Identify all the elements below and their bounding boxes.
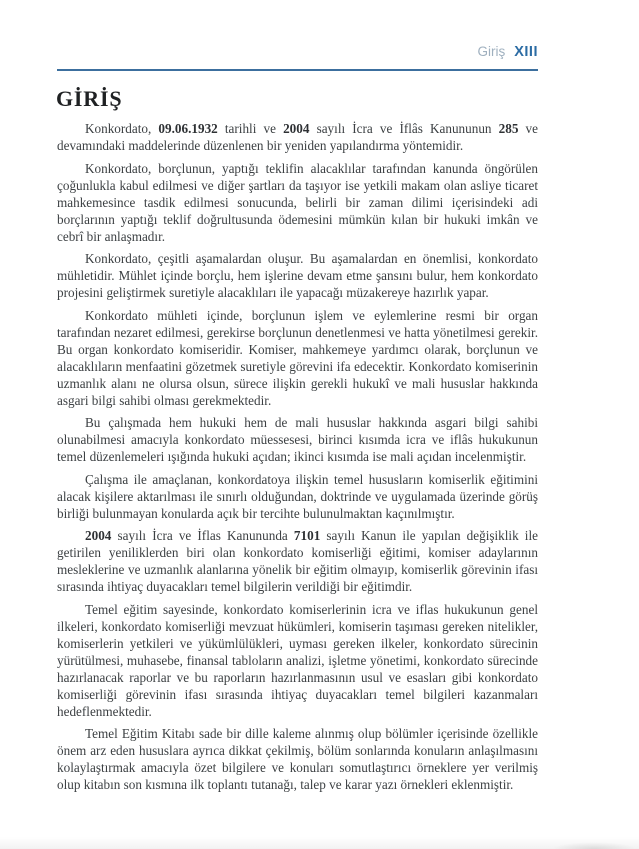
paragraph-text: sayılı Kanun ile yapılan değişiklik ile getirilen yeniliklerden biri olan konkordato komiserliği eğitimi, komiser adaylarının mesleklerine ve uzmanlık alanlarına yönelik bir eğitim olmayıp, komiserlik görevinin ifası sırasında ihtiyaç duyacakları temel bilgilerin verildiği bir eğitimdir. [57, 528, 538, 594]
paragraph-text: Çalışma ile amaçlanan, konkordatoya ilişkin temel hususların komiserlik eğitimini alacak kişilere aktarılması ile sınırlı olduğundan, doktrinde ve uygulamada üzerinde görüş birliği bulunmayan konularda açık bir tercihte bulunulmaktan kaçınılmıştır. [57, 471, 538, 521]
document-body [57, 120, 538, 799]
paragraph [57, 527, 538, 595]
paragraph-text: Konkordato, çeşitli aşamalardan oluşur. Bu aşamalardan en önemlisi, konkordato mühletidir. Mühlet içinde borçlu, hem işlerine devam etme şansını bulur, hem konkordato projesini geliştirmek suretiyle alacaklıları ile yapacağı müzakereye hazırlık yapar. [57, 251, 538, 300]
paragraph [57, 471, 538, 522]
header-rule [57, 69, 538, 71]
paragraph [57, 414, 538, 465]
paragraph-text: Temel Eğitim Kitabı sade bir dille kaleme alınmış olup bölümler içerisinde özellikle önem arz eden hususlara ayrıca dikkat çekilmiş, bölüm sonlarında konuların anlaşılmasını kolaylaştırmak amacıyla özet bilgilere ve konuları somutlaştırıcı örneklere yer verilmiş olup kitabın son kısmına ilk toplantı tutanağı, talep ve karar yazı örnekleri eklenmiştir. [57, 726, 538, 792]
paragraph-text: Konkordato mühleti içinde, borçlunun işlem ve eylemlerine resmi bir organ tarafından nezaret edilmesi, gerekirse borçlunun denetlenmesi ve hatta yönetilmesi gerekir. Bu organ konkordato komiseridir. Komiser, mahkemeye yardımcı olarak, borçlunun ve alacaklıların menfaatini gözetmek suretiyle görevini ifa edecektir. Konkordato komiserinin uzmanlık alanı ne olursa olsun, sürece ilişkin gerekli hukukî ve mali hususlar hakkında asgari bilgi sahibi olması gerekmektedir. [57, 307, 538, 408]
paragraph [57, 307, 538, 409]
running-header [57, 44, 538, 60]
paragraph-bold-text: 2004 [85, 528, 112, 543]
paragraph [57, 725, 538, 793]
paragraph-text: Konkordato, [85, 121, 159, 136]
paragraph-text: Temel eğitim sayesinde, konkordato komiserlerinin icra ve iflas hukukunun genel ilkeleri, konkordato komiserliği mevzuat hükümleri, komiserin taşıması gereken nitelikler, komiserlerin yetkileri ve yükümlülükleri, uyması gereken ilkeler, konkordato sürecinin yürütülmesi, muhasebe, finansal tabloların analizi, işletme yönetimi, konkordato sürecinde hazırlanacak raporlar ve bu raporların hazırlanmasının usul ve esasları gibi konkordato komiserliği görevinin ifası sırasında ihtiyaç duyacakları temel bilgileri kazanmaları hedeflenmektedir. [57, 601, 538, 719]
paragraph-text: sayılı İcra ve İflâs Kanununun [309, 121, 499, 136]
paragraph [57, 160, 538, 245]
chapter-title: GİRİŞ [56, 86, 123, 111]
paragraph-text: ve devamındaki maddelerinde düzenlenen bir yeniden yapılandırma yöntemidir. [57, 121, 539, 153]
paragraph-bold-text: 285 [498, 121, 519, 136]
paragraph [57, 601, 538, 720]
paragraph [57, 120, 538, 154]
running-header-title: Giriş [477, 44, 506, 59]
page-bottom-shadow [0, 837, 639, 849]
paragraph-text: sayılı İcra ve İflas Kanununda [111, 528, 294, 543]
paragraph-text: Bu çalışmada hem hukuki hem de mali hususlar hakkında asgari bilgi sahibi olunabilmesi amacıyla konkordato müessesesi, birinci kısımda icra ve iflâs hukukunun temel düzenlemeleri ışığında hukuki açıdan; ikinci kısımda ise mali açıdan incelenmiştir. [57, 415, 538, 464]
paragraph [57, 250, 538, 301]
paragraph-text: Konkordato, borçlunun, yaptığı teklifin alacaklılar tarafından kanunda öngörülen çoğunlukla kabul edilmesi ve diğer şartları da taşıyor ise yetkili makam olan asliye ticaret mahkemesince tasdik edilmesi sonucunda, belirli bir zaman dilimi içerisindeki adi borçlarının yaptığı teklif doğrultusunda ödemesini mümkün kılan bir hukuki imkân ve cebrî bir anlaşmadır. [57, 160, 538, 244]
paragraph-bold-text: 7101 [293, 528, 321, 543]
page-number: XIII [514, 44, 538, 60]
paragraph-bold-text: 09.06.1932 [158, 121, 218, 136]
paragraph-bold-text: 2004 [283, 121, 310, 136]
paragraph-text: tarihli ve [217, 121, 284, 136]
